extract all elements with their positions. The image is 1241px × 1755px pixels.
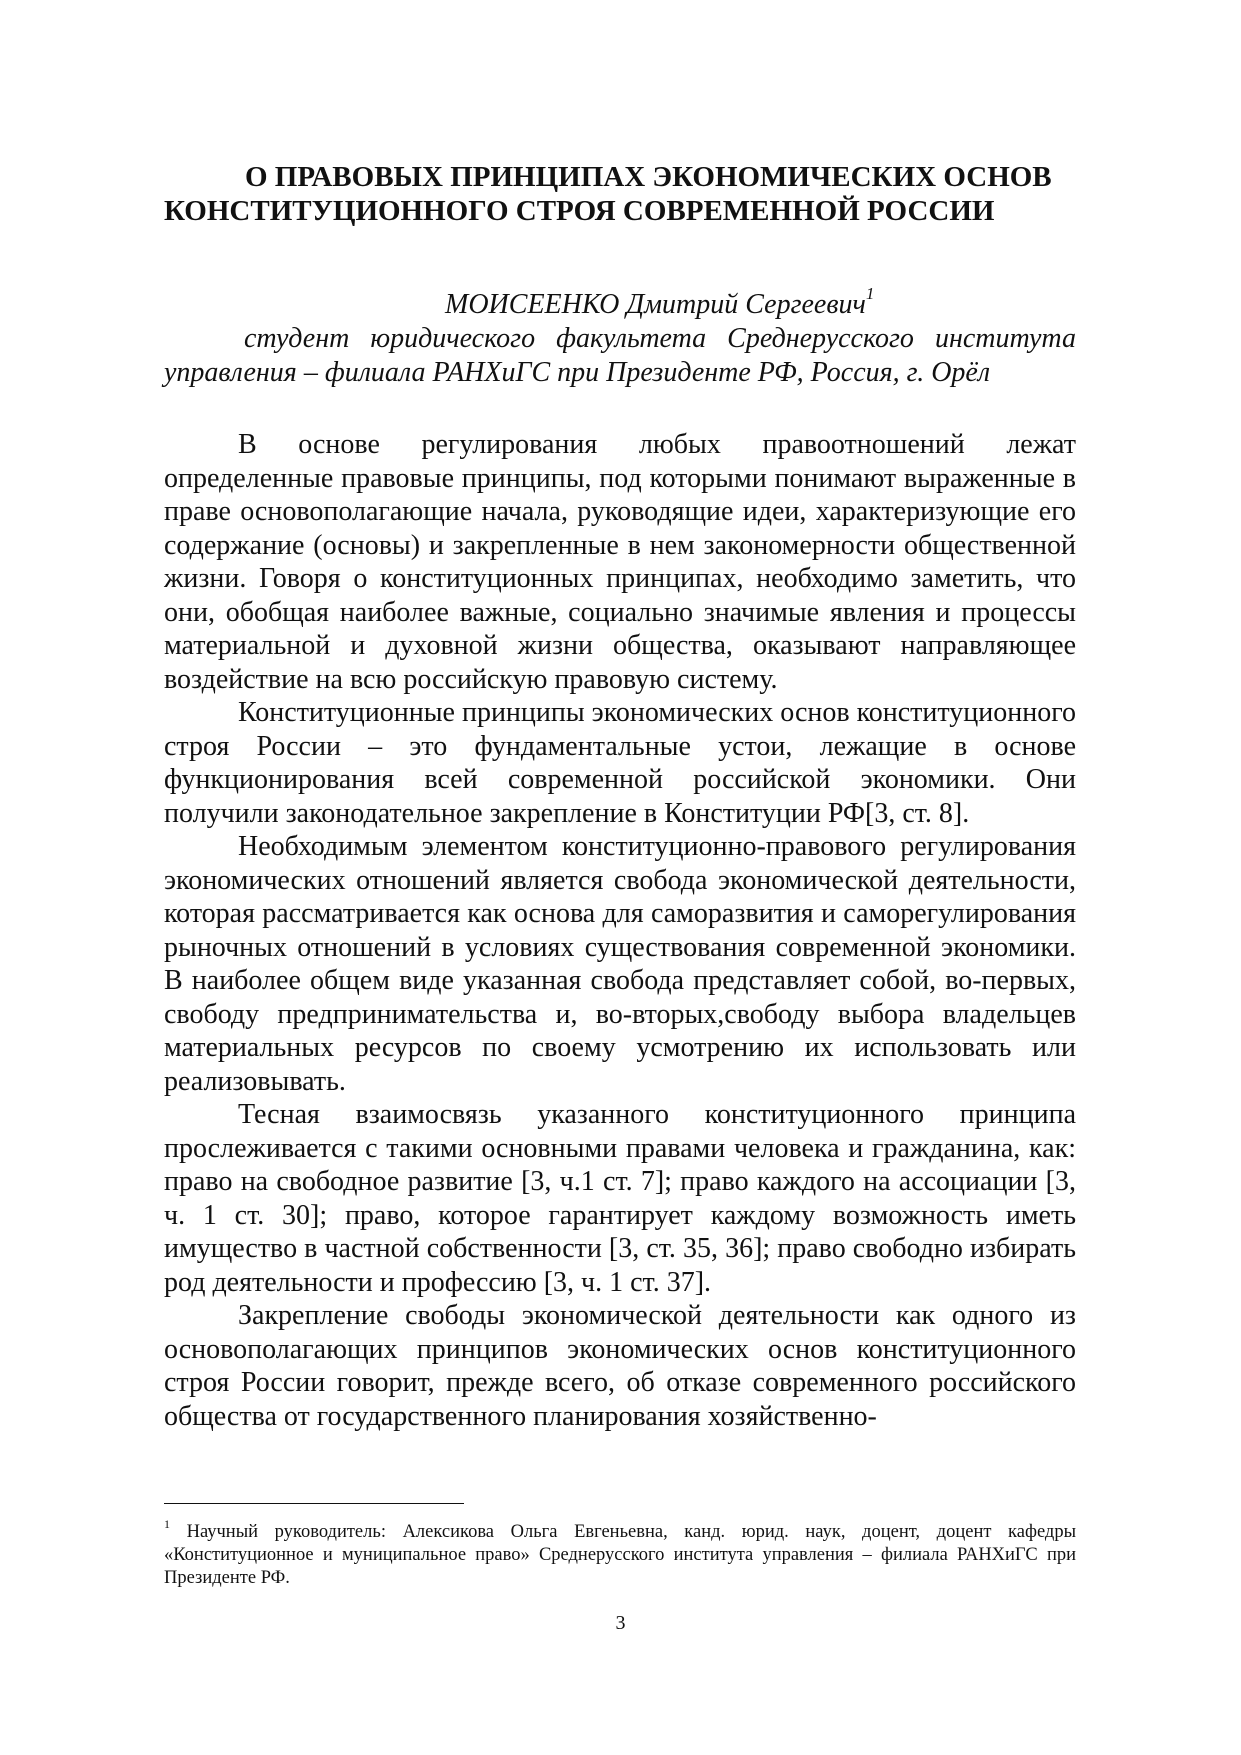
footnote <box>164 1516 1077 1590</box>
paragraph-2: Конституционные принципы экономических основ конституционного строя России – это фундаментальные устои, лежащие в основе функционирования всей современной российской экономики. Они получили законодательное закрепление в Конституции РФ[3, ст. 8]. <box>164 697 1076 829</box>
footnote-separator <box>164 1503 464 1504</box>
page-number: 3 <box>615 1612 626 1634</box>
paragraph-3: Необходимым элементом конституционно-правового регулирования экономических отношений является свобода экономической деятельности, которая рассматривается как основа для саморазвития и саморегулирования рыночных отношений в условиях существования современной экономики. В наиболее общем виде указанная свобода представляет собой, во-первых, свободу предпринимательства и, во-вторых,свободу выбора владельцев материальных ресурсов по своему усмотрению их использовать или реализовывать. <box>164 831 1076 1097</box>
author-line <box>164 283 1076 322</box>
paragraph-4: Тесная взаимосвязь указанного конституционного принципа прослеживается с такими основными правами человека и гражданина, как: право на свободное развитие [3, ч.1 ст. 7]; право каждого на ассоциации [3, ч. 1 ст. 30]; право, которое гарантирует каждому возможность иметь имущество в частной собственности [3, ст. 35, 36]; право свободно избирать род деятельности и профессию [3, ч. 1 ст. 37]. <box>164 1099 1076 1298</box>
title-line-2: КОНСТИТУЦИОННОГО СТРОЯ СОВРЕМЕННОЙ РОССИИ <box>164 195 995 227</box>
author-block <box>164 283 1076 390</box>
document-page <box>164 160 1076 1433</box>
footnote-reference: 1 <box>865 283 875 303</box>
footnote-marker: 1 <box>164 1516 170 1531</box>
article-title <box>164 160 1076 228</box>
author-name: МОИСЕЕНКО Дмитрий Сергеевич <box>445 289 866 320</box>
article-body <box>164 428 1076 1433</box>
title-line-1: О ПРАВОВЫХ ПРИНЦИПАХ ЭКОНОМИЧЕСКИХ ОСНОВ <box>245 161 1052 193</box>
author-affiliation: студент юридического факультета Среднерусского института управления – филиала РАНХиГС при Президенте РФ, Россия, г. Орёл <box>164 323 1076 388</box>
paragraph-1: В основе регулирования любых правоотношений лежат определенные правовые принципы, под которыми понимают выраженные в праве основополагающие начала, руководящие идеи, характеризующие его содержание (основы) и закрепленные в нем закономерности общественной жизни. Говоря о конституционных принципах, необходимо заметить, что они, обобщая наиболее важные, социально значимые явления и процессы материальной и духовной жизни общества, оказывают направляющее воздействие на всю российскую правовую систему. <box>164 429 1076 695</box>
footnote-text: Научный руководитель: Алексикова Ольга Евгеньевна, канд. юрид. наук, доцент, доцент кафедры «Конституционное и муниципальное право» Среднерусского института управления – филиала РАНХиГС при Президенте РФ. <box>164 1522 1077 1588</box>
paragraph-5: Закрепление свободы экономической деятельности как одного из основополагающих принципов экономических основ конституционного строя России говорит, прежде всего, об отказе современного российского общества от государственного планирования хозяйственно- <box>164 1300 1076 1432</box>
